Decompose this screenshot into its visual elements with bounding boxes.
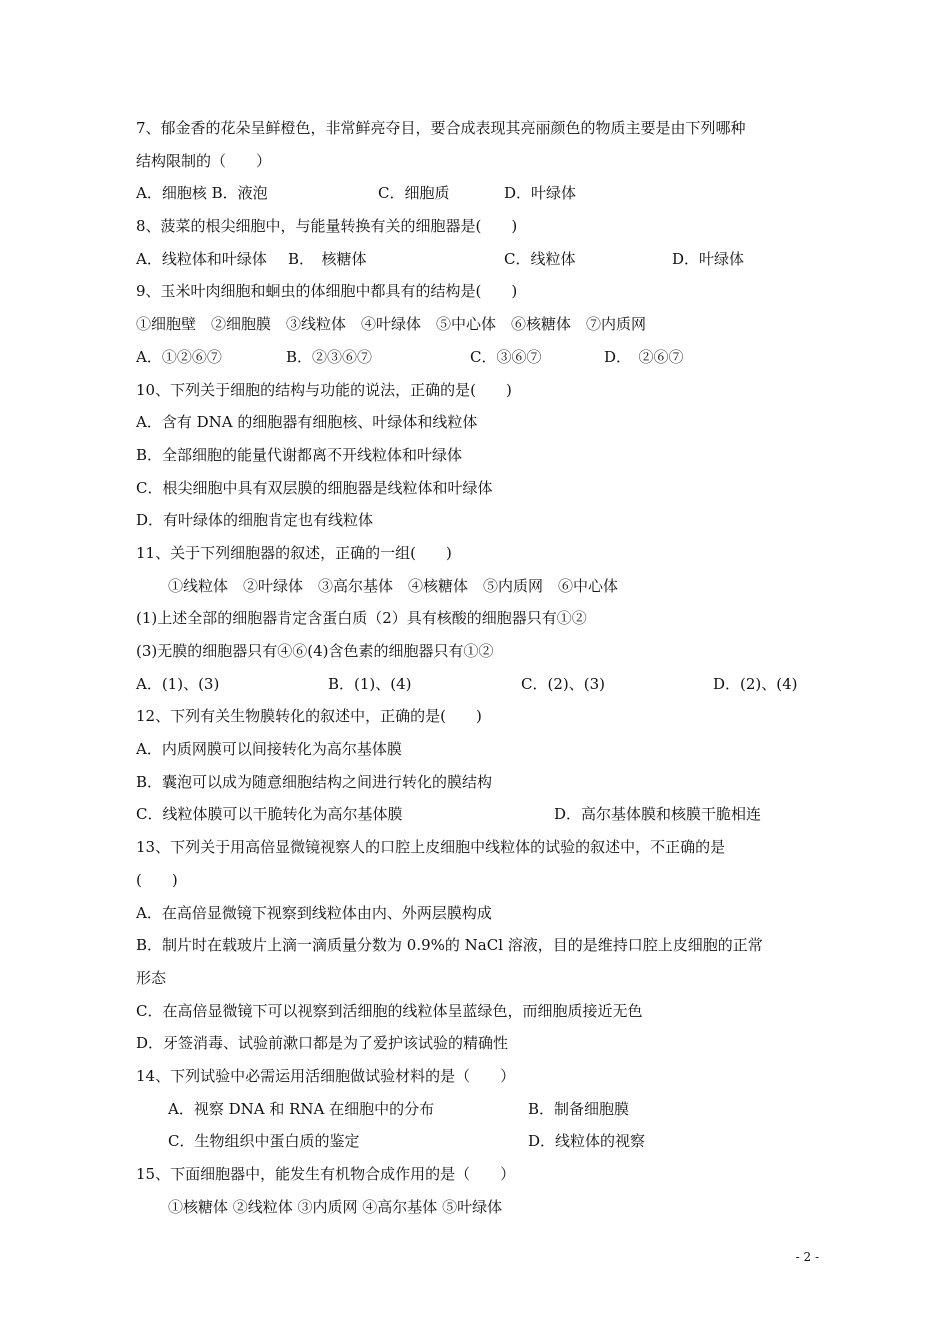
q7-option-d: D．叶绿体 [504, 184, 577, 203]
q12-option-b: B．囊泡可以成为随意细胞结构之间进行转化的膜结构 [136, 772, 493, 791]
q9-option-d: D． ②⑥⑦ [604, 347, 684, 366]
q9-option-a: A．①②⑥⑦ [136, 347, 222, 366]
q15-stem: 15、下面细胞器中，能发生有机物合成作用的是（ ） [136, 1165, 516, 1183]
q8-option-a: A．线粒体和叶绿体 [136, 249, 267, 268]
q11-option-d: D．(2)、(4) [713, 674, 798, 693]
q11-option-b: B．(1)、(4) [328, 674, 412, 693]
q11-statement-1: (1)上述全部的细胞器肯定含蛋白质（2）具有核酸的细胞器只有①② [136, 609, 587, 628]
q9-option-b: B．②③⑥⑦ [286, 347, 373, 366]
q11-option-a: A．(1)、(3) [136, 674, 220, 693]
q13-option-b-line-1: B．制片时在载玻片上滴一滴质量分数为 0.9%的 NaCl 溶液，目的是维持口腔上皮细胞的正常 [136, 936, 763, 955]
q10-option-a: A．含有 DNA 的细胞器有细胞核、叶绿体和线粒体 [136, 413, 478, 432]
q14-stem: 14、下列试验中必需运用活细胞做试验材料的是（ ） [136, 1066, 516, 1085]
q10-option-c: C．根尖细胞中具有双层膜的细胞器是线粒体和叶绿体 [136, 478, 493, 497]
q13-stem-line-2: ( ) [136, 870, 178, 889]
q14-option-d: D．线粒体的视察 [528, 1132, 646, 1151]
q11-options [136, 668, 826, 701]
q10-option-b: B．全部细胞的能量代谢都离不开线粒体和叶绿体 [136, 445, 463, 464]
q7-option-a: A．细胞核 B．液泡 [136, 184, 268, 203]
q7-option-c: C．细胞质 [378, 184, 450, 203]
q11-option-c: C．(2)、(3) [521, 674, 605, 693]
q11-statement-2: (3)无膜的细胞器只有④⑥(4)含色素的细胞器只有①② [136, 642, 494, 660]
q8-option-c: C．线粒体 [504, 249, 576, 268]
q14-options-ab [136, 1093, 826, 1126]
page-number: - 2 - [795, 1250, 819, 1264]
q13-option-b-line-2: 形态 [136, 968, 167, 987]
q10-option-d: D．有叶绿体的细胞肯定也有线粒体 [136, 511, 374, 530]
q7-options [136, 177, 826, 210]
q14-option-c: C．生物组织中蛋白质的鉴定 [168, 1132, 360, 1151]
q11-items: ①线粒体 ②叶绿体 ③高尔基体 ④核糖体 ⑤内质网 ⑥中心体 [168, 576, 619, 595]
q9-options [136, 341, 826, 374]
q14-option-b: B．制备细胞膜 [528, 1099, 630, 1118]
q14-options-cd [136, 1125, 826, 1158]
q9-stem: 9、玉米叶肉细胞和蛔虫的体细胞中都具有的结构是( ) [136, 282, 518, 301]
q7-stem-line-2: 结构限制的（ ） [136, 151, 272, 170]
q12-stem: 12、下列有关生物膜转化的叙述中，正确的是( ) [136, 707, 482, 726]
q10-stem: 10、下列关于细胞的结构与功能的说法，正确的是( ) [136, 380, 512, 399]
q14-option-a: A．视察 DNA 和 RNA 在细胞中的分布 [168, 1099, 435, 1118]
q9-option-c: C．③⑥⑦ [470, 347, 542, 366]
q11-stem: 11、关于下列细胞器的叙述，正确的一组( ) [136, 543, 452, 562]
q13-option-a: A．在高倍显微镜下视察到线粒体由内、外两层膜构成 [136, 903, 492, 922]
q15-items: ①核糖体 ②线粒体 ③内质网 ④高尔基体 ⑤叶绿体 [168, 1197, 503, 1216]
q8-option-d: D．叶绿体 [672, 249, 745, 268]
q12-options-cd [136, 798, 826, 831]
q12-option-d: D．高尔基体膜和核膜干脆相连 [554, 805, 762, 824]
q8-option-b: B． 核糖体 [288, 249, 367, 268]
document-body [136, 112, 826, 1223]
q13-option-d: D．牙签消毒、试验前漱口都是为了爱护该试验的精确性 [136, 1034, 509, 1053]
q13-stem-line-1: 13、下列关于用高倍显微镜视察人的口腔上皮细胞中线粒体的试验的叙述中，不正确的是 [136, 838, 726, 857]
q7-stem-line-1: 7、郁金香的花朵呈鲜橙色，非常鲜亮夺目，要合成表现其亮丽颜色的物质主要是由下列哪种 [136, 119, 746, 137]
q8-options [136, 243, 826, 276]
q9-items: ①细胞壁 ②细胞膜 ③线粒体 ④叶绿体 ⑤中心体 ⑥核糖体 ⑦内质网 [136, 315, 647, 334]
q13-option-c: C．在高倍显微镜下可以视察到活细胞的线粒体呈蓝绿色，而细胞质接近无色 [136, 1001, 643, 1020]
q8-stem: 8、菠菜的根尖细胞中，与能量转换有关的细胞器是( ) [136, 217, 518, 236]
q12-option-c: C．线粒体膜可以干脆转化为高尔基体膜 [136, 805, 403, 824]
q12-option-a: A．内质网膜可以间接转化为高尔基体膜 [136, 740, 402, 759]
